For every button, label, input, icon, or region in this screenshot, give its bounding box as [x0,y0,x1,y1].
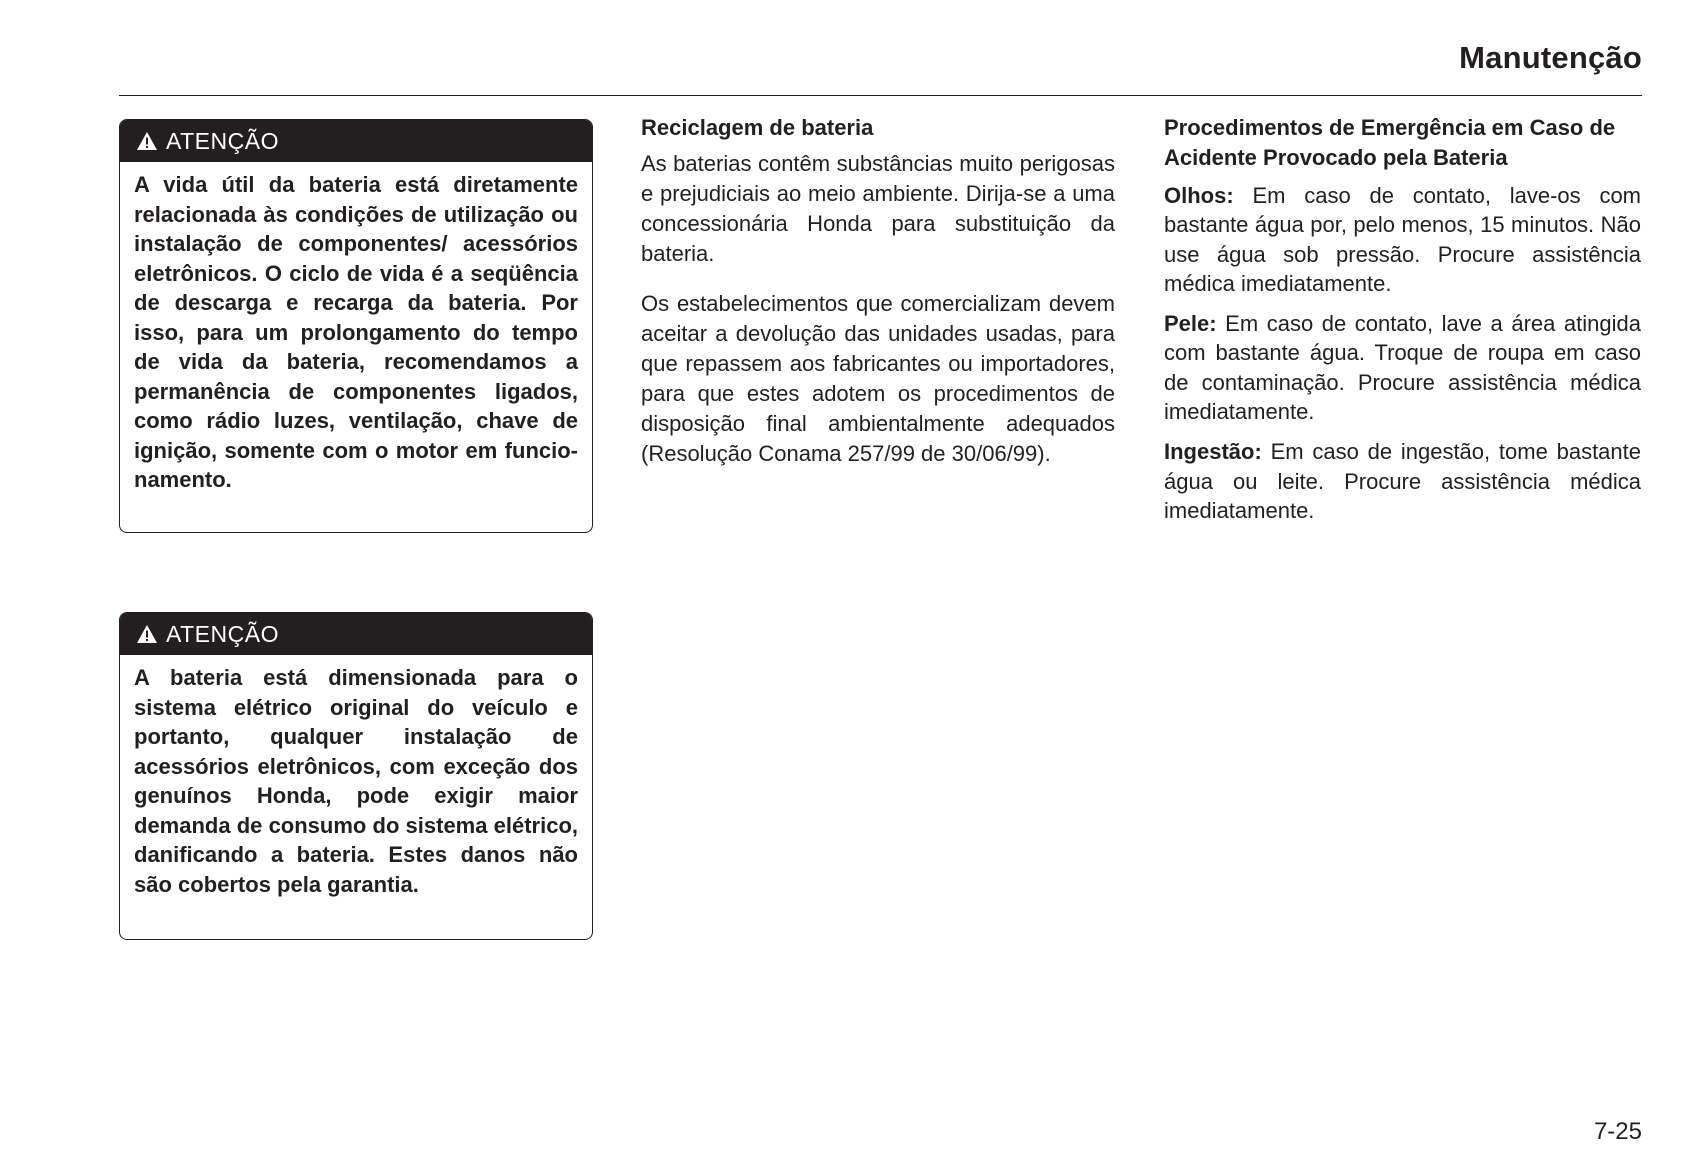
warning-label: ATENÇÃO [166,127,279,154]
emergency-item-text: Em caso de ingestão, tome bastante água ou leite. Procure assistência médica imediatamente. [1164,439,1641,523]
warning-box-electrical-system [119,612,593,940]
warning-text: A bateria está dimensionada para o sistema elétrico original do veículo e portanto, qualquer instalação de acessórios eletrônicos, com exceção dos genuínos Honda, pode exigir maior demanda de consumo do sistema elétrico, danificando a bateria. Estes danos não são cobertos pela garantia. [134,665,578,897]
emergency-item-eyes [1164,181,1641,298]
recycling-paragraph: Os estabelecimentos que comercializam devem aceitar a devolução das unidades usadas, para que repassem aos fabricantes ou importadores, para que estes adotem os procedimentos de disposição final ambientalmente adequados (Resolução Conama 257/99 de 30/06/99). [641,291,1115,466]
warning-header [120,120,592,162]
emergency-item-label: Pele: [1164,311,1217,337]
page-number: 7-25 [1593,1118,1642,1145]
warning-text: A vida útil da bateria está diretamente relacionada às condições de utilização ou instalação de componentes/ acessórios eletrônicos. O ciclo de vida é a seqüência de descarga e recarga da bateria. Por isso, para um prolongamento do tempo de vida da bateria, recomendamos a permanência de componentes ligados, como rádio luzes, ventilação, chave de ignição, somente com o motor em funcionamento. [134,172,578,492]
warning-triangle-icon [136,624,158,644]
recycling-heading: Reciclagem de bateria [641,115,874,140]
emergency-item-text: Em caso de contato, lave a área atingida com bastante água. Troque de roupa em caso de contaminação. Procure assistência médica imediatamente. [1164,311,1641,425]
warning-triangle-icon [136,131,158,151]
warning-header [120,613,592,655]
emergency-item-skin [1164,309,1641,426]
emergency-section [1164,113,1641,536]
recycling-paragraph: As baterias contêm substâncias muito perigosas e prejudiciais ao meio ambiente. Dirija-se a uma concessionária Honda para substituição da bateria. [641,151,1115,266]
emergency-heading: Procedimentos de Emergência em Caso de Acidente Provocado pela Bateria [1164,115,1616,170]
warning-label: ATENÇÃO [166,620,279,647]
warning-box-battery-life [119,119,593,533]
emergency-item-text: Em caso de contato, lave-os com bastante água por, pelo menos, 15 minutos. Não use água sob pressão. Procure assistência médica imediatamente. [1164,183,1641,296]
emergency-item-label: Ingestão: [1164,439,1262,465]
emergency-item-label: Olhos: [1164,183,1234,208]
page-title: Manutenção [1459,40,1642,75]
recycling-section [641,113,1115,481]
emergency-item-ingestion [1164,437,1641,525]
header-divider [119,95,1642,96]
